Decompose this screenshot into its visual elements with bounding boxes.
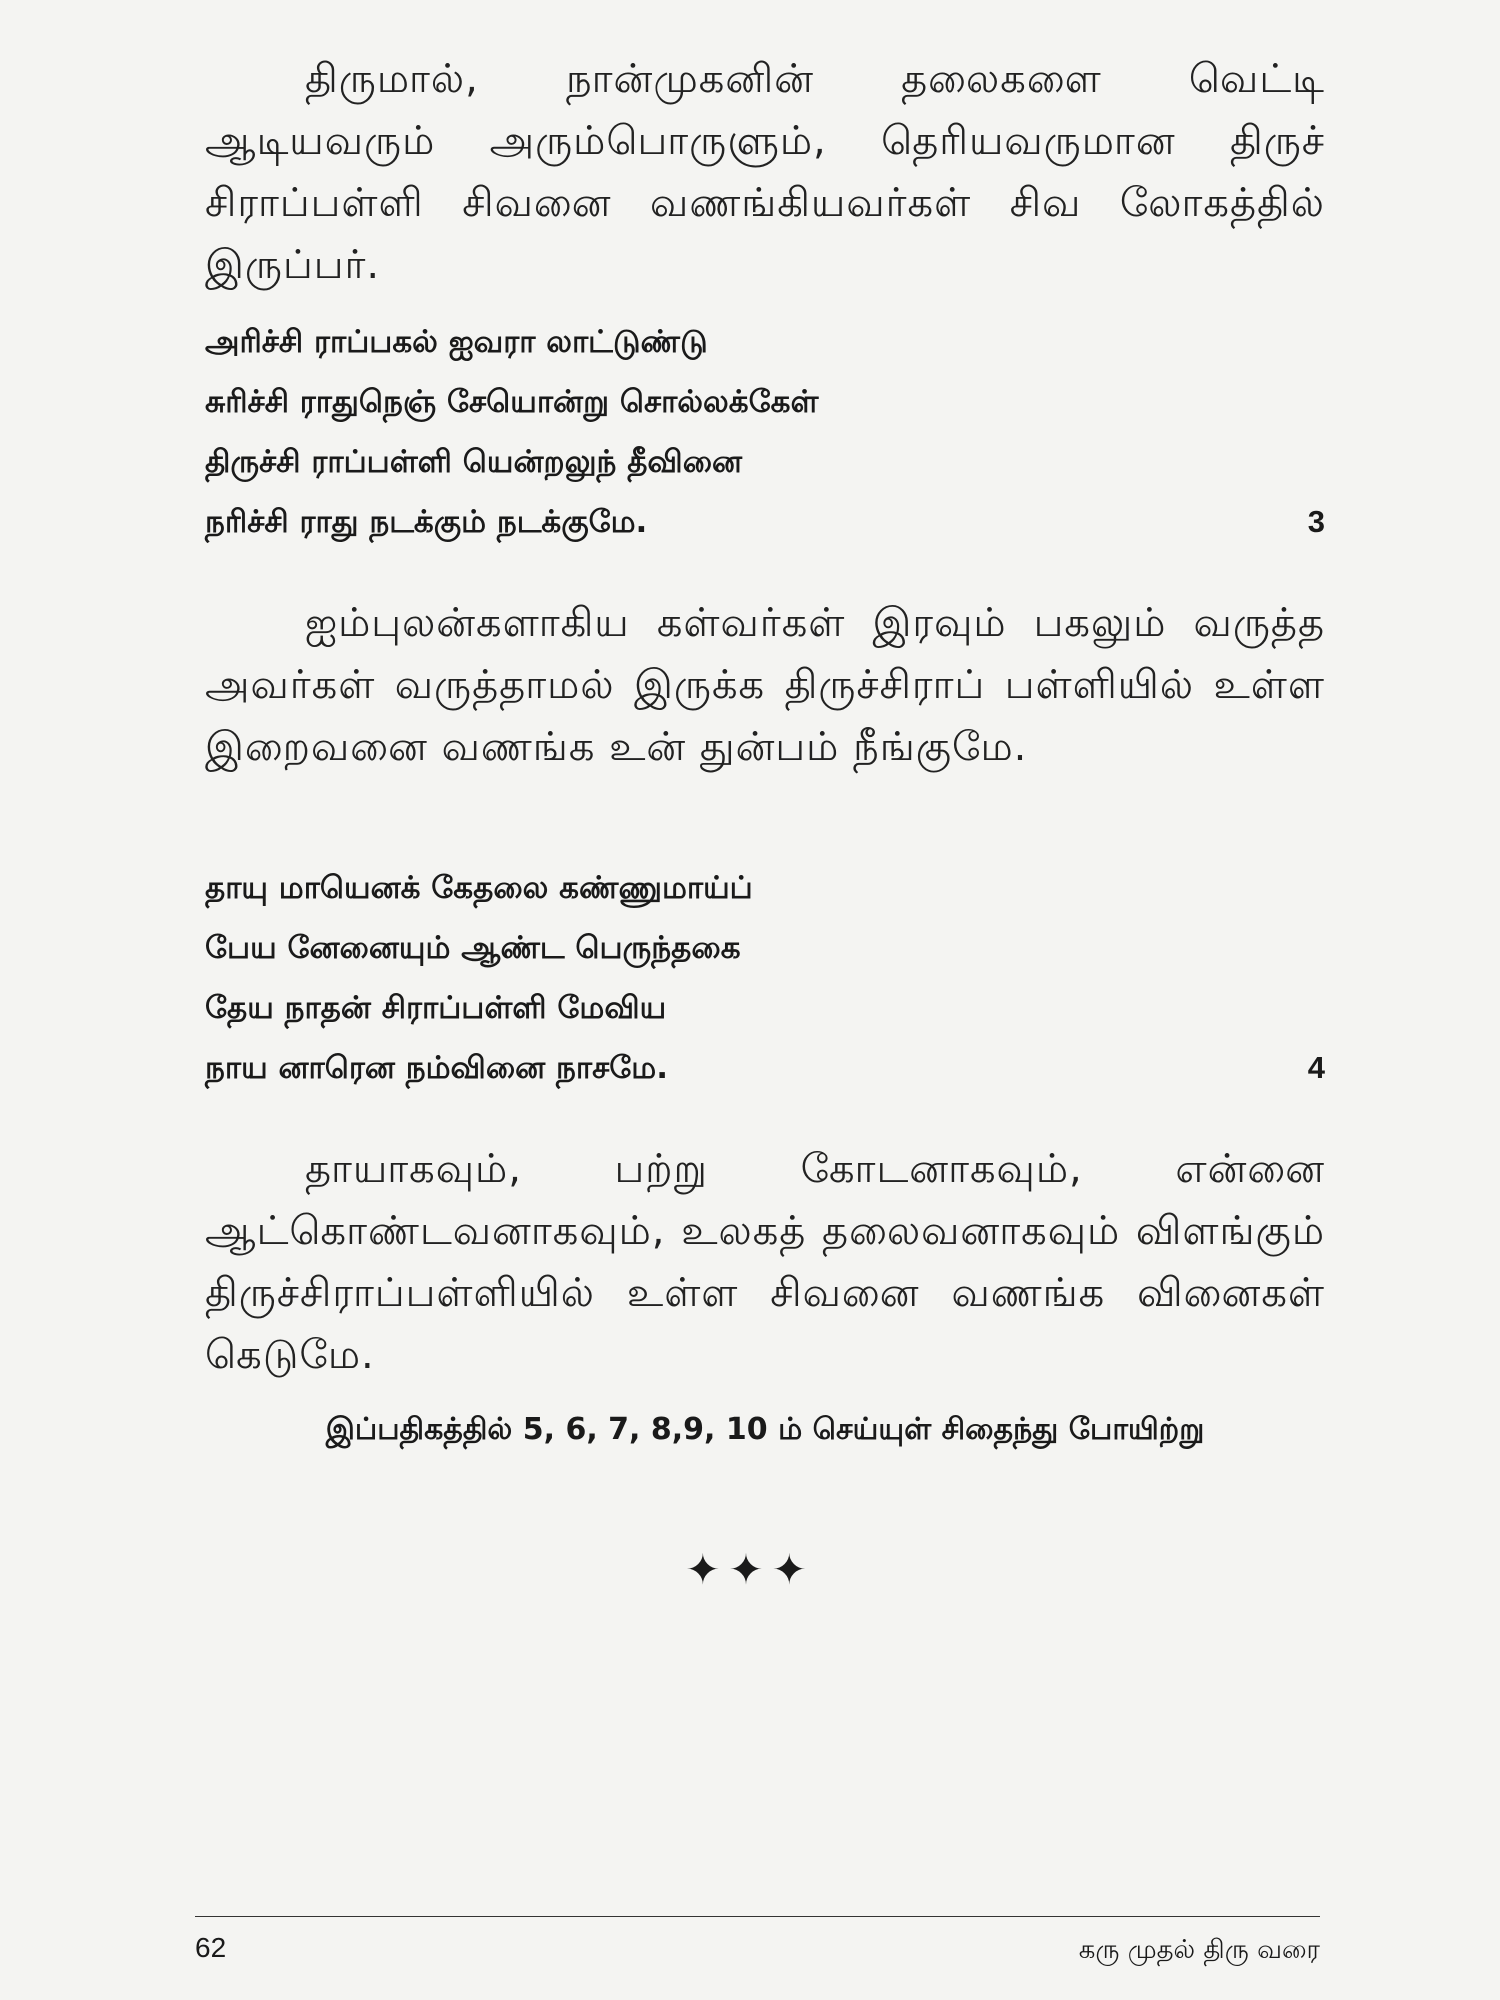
commentary-text-2: ஐம்புலன்களாகிய கள்வர்கள் இரவும் பகலும் வருத்த அவர்கள் வருத்தாமல் இருக்க திருச்சிராப் பள்ளியில் உள்ள இறைவனை வணங்க உன் துன்பம் நீங்குமே. xyxy=(205,600,1325,770)
page-number: 62 xyxy=(195,1932,227,1963)
verse-line-text: நரிச்சி ராது நடக்கும் நடக்குமே. xyxy=(205,504,648,540)
verse-3 xyxy=(205,312,1325,552)
verse-line: அரிச்சி ராப்பகல் ஐவரா லாட்டுண்டு xyxy=(205,324,708,360)
verse-last-line xyxy=(205,1038,1325,1098)
star-ornament-icon: ✦✦✦ xyxy=(685,1545,815,1594)
commentary-paragraph-3 xyxy=(205,1138,1325,1386)
verse-line: திருச்சி ராப்பள்ளி யென்றலுந் தீவினை xyxy=(205,444,743,480)
running-title: கரு முதல் திரு வரை xyxy=(1078,1935,1320,1965)
verse-number: 3 xyxy=(1307,504,1325,539)
commentary-text-1: திருமால், நான்முகனின் தலைகளை வெட்டி ஆடியவரும் அரும்பொருளும், தெரியவருமான திருச் சிராப்பள்ளி சிவனை வணங்கியவர்கள் சிவ லோகத்தில் இருப்பர். xyxy=(205,56,1325,288)
verse-line-text: நாய னாரென நம்வினை நாசமே. xyxy=(205,1050,668,1086)
verse-line: தாயு மாயெனக் கேதலை கண்ணுமாய்ப் xyxy=(205,870,753,906)
verse-line: தேய நாதன் சிராப்பள்ளி மேவிய xyxy=(205,990,667,1026)
verse-line: பேய னேனையும் ஆண்ட பெருந்தகை xyxy=(205,930,741,966)
footer-divider xyxy=(195,1916,1320,1917)
verse-line: சுரிச்சி ராதுநெஞ் சேயொன்று சொல்லக்கேள் xyxy=(205,384,819,420)
verse-number: 4 xyxy=(1307,1050,1325,1085)
commentary-paragraph-1 xyxy=(205,48,1325,296)
verse-last-line xyxy=(205,492,1325,552)
damaged-verses-note: இப்பதிகத்தில் 5, 6, 7, 8,9, 10 ம் செய்யுள் சிதைந்து போயிற்று xyxy=(325,1412,1205,1447)
commentary-paragraph-2 xyxy=(205,592,1325,778)
commentary-text-3: தாயாகவும், பற்று கோடனாகவும், என்னை ஆட்கொண்டவனாகவும், உலகத் தலைவனாகவும் விளங்கும் திருச்சிராப்பள்ளியில் உள்ள சிவனை வணங்க வினைகள் கெடுமே. xyxy=(205,1146,1325,1378)
verse-4 xyxy=(205,858,1325,1098)
